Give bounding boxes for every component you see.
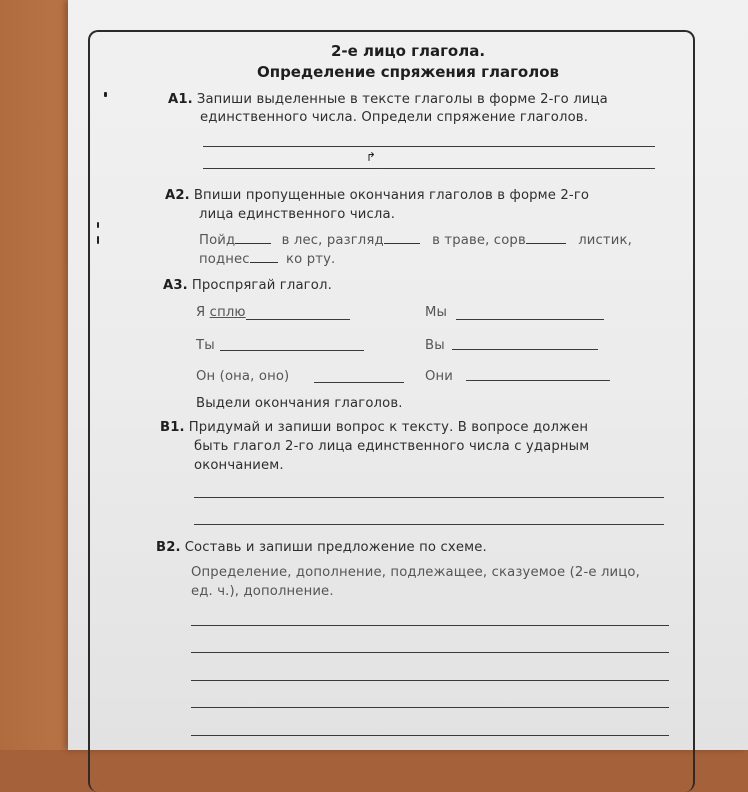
answer-line[interactable]: [191, 680, 669, 681]
pronoun-vy: Вы: [425, 338, 445, 353]
task-b1-line1: [160, 420, 588, 435]
ending-blank[interactable]: [526, 230, 566, 244]
task-b2-line2: Определение, дополнение, подлежащее, сказуемое (2-е лицо,: [191, 565, 640, 580]
task-a1-line1: [168, 92, 608, 107]
task-a1-line2: единственного числа. Определи спряжение глаголов.: [200, 110, 589, 125]
task-a2-line1: [165, 188, 589, 203]
task-a1-text1: Запиши выделенные в тексте глаголы в форме 2-го лица: [196, 92, 608, 107]
task-a2-line2: лица единственного числа.: [199, 207, 396, 222]
task-b2-line1: [156, 540, 487, 555]
task-b2-label: В2.: [156, 540, 181, 555]
word-ko-rtu: ко рту.: [286, 252, 336, 267]
pronoun-oni: Они: [425, 369, 454, 384]
answer-line-my[interactable]: [456, 319, 604, 320]
task-b1-line2: быть глагол 2-го лица единственного числа с ударным: [194, 439, 590, 454]
answer-line[interactable]: [203, 146, 655, 147]
task-b2-text1: Составь и запиши предложение по схеме.: [184, 540, 487, 555]
task-b1-text1: Придумай и запиши вопрос к тексту. В вопросе должен: [188, 420, 589, 435]
pronoun-ya: Я: [196, 305, 206, 320]
pronoun-ty: Ты: [196, 338, 215, 353]
task-a3-text: Проспрягай глагол.: [191, 278, 332, 293]
conjugation-ya-value: сплю: [209, 305, 246, 320]
task-b2-line3: ед. ч.), дополнение.: [191, 584, 334, 599]
answer-line[interactable]: [194, 524, 664, 525]
page-subtitle: Определение спряжения глаголов: [256, 63, 560, 81]
task-a1-label: А1.: [168, 92, 193, 107]
answer-line-ty[interactable]: [220, 350, 364, 351]
pronoun-my: Мы: [425, 305, 448, 320]
answer-line-ya[interactable]: [246, 319, 350, 320]
task-b1-line3: окончанием.: [194, 458, 284, 473]
word-pojd: Пойд: [199, 233, 236, 248]
answer-line[interactable]: [194, 497, 664, 498]
word-podnes: поднес: [199, 252, 250, 267]
ending-blank[interactable]: [384, 230, 420, 244]
answer-line-oni[interactable]: [466, 380, 610, 381]
ending-blank[interactable]: [250, 249, 278, 263]
ending-blank[interactable]: [235, 230, 271, 244]
answer-line[interactable]: [191, 707, 669, 708]
word-v-trave: в траве, сорв: [432, 233, 526, 248]
task-a3-label: А3.: [163, 278, 188, 293]
answer-line[interactable]: [191, 625, 669, 626]
word-v-les: в лес, разгляд: [281, 233, 384, 248]
task-a3-footer: Выдели окончания глаголов.: [196, 396, 403, 411]
answer-line-on[interactable]: [314, 382, 404, 383]
task-a3-line1: [163, 278, 332, 293]
task-a2-text1: Впиши пропущенные окончания глаголов в форме 2-го: [193, 188, 590, 203]
conjugation-ya: [196, 305, 246, 320]
pencil-mark-icon: ↱: [366, 150, 377, 164]
pronoun-on: Он (она, оно): [196, 369, 290, 384]
task-b1-label: В1.: [160, 420, 185, 435]
worksheet-frame: [88, 30, 695, 792]
answer-line[interactable]: [191, 652, 669, 653]
answer-line[interactable]: [203, 168, 655, 169]
answer-line-vy[interactable]: [452, 349, 598, 350]
task-a2-exercise-line2: [199, 249, 335, 267]
task-a2-exercise-line1: [199, 230, 632, 248]
page-title: 2-е лицо глагола.: [330, 42, 486, 60]
task-a2-label: А2.: [165, 188, 190, 203]
word-listik: листик,: [578, 233, 632, 248]
answer-line[interactable]: [191, 735, 669, 736]
